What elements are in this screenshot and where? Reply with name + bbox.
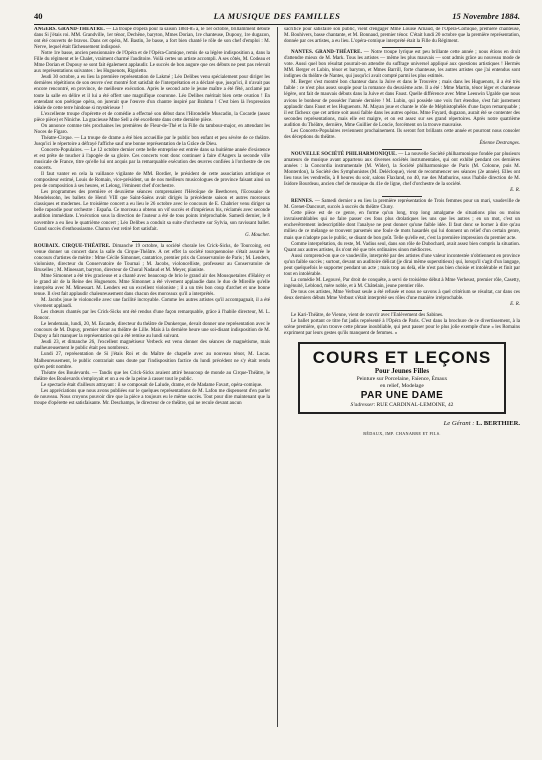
roubaix-paragraph: M. Jacobs joue le violoncelle avec une facilité incroyable. Comme les autres artistes qu'il accompagnait, il a été vivement applaudi.	[34, 298, 270, 310]
article-nantes	[284, 50, 520, 147]
rennes-paragraph: — Samedi dernier a eu lieu la première représentation de Trois femmes pour un mari, vaudeville de M. Grenet-Dancourt, succès à succès du théâtre Cluny.	[284, 199, 520, 211]
gerant-line	[284, 420, 520, 428]
nantes-paragraph: Les Concerts-Populaires reviennent prochainement. Ils seront fort brillants cette année et pourront nous consoler des déceptions du théâtre.	[284, 128, 520, 140]
roubaix-continuation: sacrifice pour satisfaire son public, vient d'engager Mme Louise Arnaud, de l'Opéra-Comique, première chanteuse, M. Bouhivers, basse chantante, et M. Bonnaud, premier ténor. C'était lundi 20 octobre que la première représentation, donnée par ces artistes, a eu lieu. L'opéra-comique interprété était la Fille du Régiment.	[284, 27, 520, 45]
issue-date: 15 Novembre 1884.	[452, 11, 520, 21]
angers-paragraph: Théatre-Cirque. — La troupe de drame a été bien accueillie par le public bon enfant et peu sévère de ce théâtre. Jusqu'ici le répertoire a défrayé l'affiche sauf une bonne représentation de la Grâce de Dieu.	[34, 135, 270, 147]
rennes-paragraph: Cette pièce est de ce genre, en forme qu'un long, trop long amalgame de situations plus ou moins invraisemblables qui ne faire passer ces fous plus drolatiques les uns que les autres ; en un mot, c'est un enchevêtrement indescriptible dont l'analyse ne peut donner qu'une faible idée. Il faut donc se borner à dire qu'au milieu de ce mélange se trouvent parsemés une foule de mots hasardés qui lui donnent un relief d'un certain genre, mais que n'adopte pas le public, se disant de bon goût. Telle qu'elle est, c'est la première impression du premier acte.	[284, 211, 520, 241]
ad-title: COURS ET LEÇONS	[312, 348, 492, 368]
roubaix-first-paragraph	[34, 244, 270, 274]
nouvelle-section: SOCIÉTÉ PHILHARMONIQUE.	[321, 151, 397, 157]
roubaix-paragraph: Théatre des Boulevards. — Tandis que les Crick-Sicks avaient attiré beaucoup de monde au Cirque-Théâtre, le théâtre des Boulevards s'employait et on a eu de la peine à casser tout le public.	[34, 370, 270, 382]
nouvelle-signature: E. R.	[510, 188, 520, 194]
ad-line-1: Peinture sur Porcelaine, Faïence, Émaux	[356, 376, 448, 383]
gerant-label: Le Gérant :	[443, 420, 475, 428]
left-column	[34, 27, 270, 727]
roubaix-paragraph: Le lendemain, lundi, 20, M. Escande, directeur du théâtre de Dunkerque, devait donner une représentation avec le concours de M. Dupuy, premier ténor au théâtre de Lille. Mais à la dernière heure une soi-disant indisposition de M. Dupuy a fait manquer la représentation qui a été remise au lundi suivant.	[34, 322, 270, 340]
angers-section: GRAND-THÉATRE.	[58, 27, 105, 32]
angers-paragraph: Jeudi 30 octobre, a eu lieu la première représentation de Lakmé ; Léo Delibes venu spécialement pour diriger les dernières répétitions de son œuvre s'est montré fort satisfait de l'interprétation et a déclaré que, jusqu'ici, il n'avait pas encore rencontré, en province, de meilleure exécution. Après le second acte le jeune maître a été fêté, acclamé par toute la salle en délire et il lui a été offert une magnifique couronne. Léo Delibes méritait bien cette ovation ! En entendant son poétique opéra, on jurerait que l'œuvre d'un chantre inspiré par Brahma ! C'est bien là l'expression idéale de cette terre hindoue si mystérieuse !	[34, 75, 270, 111]
roubaix-paragraph: Le spectacle était d'ailleurs attrayant : il se composait de Lalude, drame, et de Madame Favart, opéra-comique.	[41, 382, 263, 388]
roubaix-paragraph: Les appréciations que nous avons publiées sur le quelques représentations de M. Lafon me dispensent d'en parler de nouveau. Nous croyons pouvoir dire que la pièce a toujours eu le même succès. Tout pour dire maintenant que la troupe d'opérette est satisfaisante. Mr. Deschamps, le directeur de ce théâtre, qui ne recule devant aucun	[34, 388, 270, 406]
rennes-first-paragraph	[284, 199, 520, 211]
ad-line-2: en relief, Modelage	[380, 383, 424, 390]
header-rule	[34, 24, 520, 25]
kari-theatre-note: Le Kari-Théâtre, de Vienne, vient de rouvrir avec l'Enlèvement des Sabines.	[291, 313, 444, 319]
roubaix-paragraph: Les chœurs chantés par les Crick-Sicks ont été rendus d'une façon remarquable, grâce à l'habile directeur, M. L. Roncor.	[34, 310, 270, 322]
rennes-paragraph: Comme interprétation, du reste, M. Vadius seul, dans son rôle de Dubochard, avait assez bien compris la situation. Quant aux autres artistes, ils n'ont été que très ordinaires sinon médiocres.	[284, 241, 520, 253]
roubaix-paragraph: Dimanche 19 octobre, la société chorale les Crick-Sicks, de Tourcoing, est venue donner un concert dans la salle du Cirque-Théâtre. A cet effet la société tourquennoise s'était assurée le concours d'artistes de mérite : Mme Cécile Simonnet, cantatrice, premier prix du Conservatoire de Paris ; M. Lenders, violoniste, directeur du Conservatoire de Tournai ; M. Jacobs, violoncelliste, professeur au Conservatoire de Bruxelles ; M. Minessart, baryton, directeur de Choral Nadaud et M. Meyer, pianiste.	[34, 243, 270, 273]
nantes-paragraph: M. Berger s'est montré bon chanteur dans la Juive et dans le Trouvère ; mais dans les Huguenots, il a été très faible : ce n'est plus assez souple pour la romance du deuxième acte. Il a été : Mme Martin, ténor léger et chanteuse légère, ont fait de mauvais débuts dans la Juive et dans Faust. Quelle différence avec Mme Leeuwin Ugalde que nous avions le bonheur de posséder l'année dernière ! M. Lubin, qui possède une voix fort étendue, s'est fait justement applaudir dans Faust et les Huguenots. M. Mayan joue et chante le rôle de Méphistophélès d'une façon remarquable ; il est fâcheux que cet artiste soit aussi faible dans les autres opéras. Mme Fuyard, dugazon, aurait été se contenter des secondes représentations, mais elle est maigre, et on est assez sur ses grand répertoires. Après notre quatrième audition du Théâtre, dernière, Mme Guillier de Loncie, forcément on la trouve mauvaise.	[284, 80, 520, 128]
nantes-paragraph: — Notre troupe lyrique est peu brillante cette année ; nous étions en droit d'attendre mieux de M. Mark. Tous les artistes — même les plus mauvais — sont admis grâce au nouveau mode de vote. Aussi quel bon résultat pourrait-on attendre du suffrage universel appliqué aux questions artistiques ! Hermès MM. Berger et Lubin, ténor et baryton, et Mmes Barrill, forte chanteuse, les autres artistes que j'ai entendus sont indignes du théâtre de Nantes, qui jusqu'ici avait compté parmi les plus estimés.	[284, 50, 520, 80]
ad-address	[304, 402, 500, 409]
advertisement-box	[298, 342, 506, 414]
angers-first-paragraph	[34, 27, 270, 51]
angers-paragraph: Les programmes des première et deuxième séances comprenaient l'Héroïque de Beethoven, l'Ecossaise de Mendelssohn, les ballets de Henri VIII que Saint-Saëns avait dirigés la précédente saison et autres morceaux classiques et modernes. Le troisième concert a eu lieu le 26 octobre avec le concours de E. Chabrier venu diriger sa belle rapsodie pour orchestre : España. Ce morceau a obtenu un vif succès et d'impérieux bis, réclamés avec seconde audition immédiate. L'exécution sous la direction de l'auteur a été de tous points irréprochable. Samedi dernier, le 8 novembre a eu lieu le quatrième concert ; Léo Delibes a conduit sa suite d'orchestre sur Sylvia, son ravissant ballet. Grand succès d'enthousiasme. Charun s'est retiré fort satisfait.	[34, 190, 270, 232]
nantes-city: NANTES.	[291, 50, 314, 56]
page-number: 40	[34, 11, 43, 21]
rennes-city: RENNES.	[291, 199, 314, 205]
rennes-paragraph: La comédie M. Legouvé, Par droit de conquête, a servi de troisième début à Mme Verbeust, premier rôle, Casetty, ingénuité, Leblond, mère noble, et à M. Châtelain, jeune premier rôle.	[284, 277, 520, 289]
nouvelle-body: — La nouvelle Société philharmonique fondée par plusieurs amateurs de musique avant appartenu aux diverses sociétés instrumentales, qui ont exhibé pendant ces dernières années : la Concordia instrumentale (M. Wider), la Société philharmonique de Paris (M. Colonne, puis M. Monterdon), la Société des Symphonistes (M. Delécloque), vient de recommencer ses séances (2e année). Elles ont lieu tous les vendredis, à 8 heures du soir, salons Flaxland, no 40, rue des Mathurins, sous l'habile direction de M. Isidore Bourdeau, ancien chef de musique du 41e de ligne, chef d'orchestre de la société.	[284, 151, 520, 188]
page-header	[34, 10, 520, 22]
nantes-signature: Étienne Destranges.	[479, 140, 520, 146]
angers-paragraph: L'excellente troupe d'opérette et de comédie a effectué son début dans l'Hirondelle Muscadin, la Cocarde (assez pièce pièce) et Niniche. La gracieuse Mme Sell a été excellente dans cette dernière pièce.	[34, 111, 270, 123]
column-separator	[277, 27, 278, 727]
printer-imprint: BÉDAUX, IMP. CHANABRE ET FILS.	[363, 431, 441, 437]
article-divider	[132, 241, 172, 242]
ad-address-label: S'adresser	[350, 402, 374, 409]
angers-city: ANGERS.	[34, 27, 57, 32]
ad-address-text: : RUE CARDINAL-LEMOINE, 42	[373, 402, 454, 409]
ad-by-line: PAR UNE DAME	[360, 390, 444, 402]
article-societe-philharmonique	[284, 152, 520, 194]
roubaix-paragraph: Lundi 27, représentation de Si j'étais Roi et du Maître de chapelle avec au nouveau ténor, M. Lucas. Malheureusement, le public contrariait sans doute par l'indisposition factice du lundi précédent ne s'y était rendu qu'en petit nombre.	[34, 352, 270, 370]
article-divider	[382, 310, 422, 311]
roubaix-paragraph: Jeudi 23, et dimanche 26, l'excellent magnétiseur Verbeck est venu donner des séances de magnétisme, mais malheureusement le public était peu nombreux.	[34, 340, 270, 352]
ballet-note: Le ballet portant ce titre fut jadis représenté à l'Opéra de Paris. C'est dans la brochure de ce divertissement, à la scène première, qu'on trouve cette phrase inoubliable, qui peut passer pour le plus jolie exemple d'une « les Romains expriment par leurs gestes qu'ils manquent de femmes. »	[284, 319, 520, 337]
angers-paragraph: Notre 1re basse, ancien pensionnaire de l'Opéra et de l'Opéra-Comique, remis de sa légère indisposition a, dans la Fille du régiment et le Chalet, vraiment charmé l'auditoire. Voilà certes un artiste accompli. A ses côtés, M. Codeau et Mme Dorian et Dupouy se sont fait également applaudir. Le succès de bon augure que ces débuts ne peut pas relevait aux représentations suivantes : les Huguenots, Rigoletto.	[34, 51, 270, 75]
angers-signature: G. Mouchet.	[245, 232, 270, 238]
article-divider	[382, 149, 422, 150]
article-divider	[382, 196, 422, 197]
rennes-paragraph: Aussi comprend-on que ce vaudeville, interprété par des artistes d'une valeur incontestée n'obtiennent en province qu'un faible succès ; surtout, devant un auditoire délicat (je dirai même superstitieux) qui, lorsqu'il s'agit d'un langage, peut quelquefois le supporter pendant un acte ; mais trop au delà, elle n'est pas bien choisie et intolérable et finit par tout en intolérable.	[284, 253, 520, 277]
article-angers	[34, 27, 270, 239]
article-rennes	[284, 199, 520, 308]
angers-paragraph: On annonce comme très prochaines les premières de Fleur-de-Thé et la Fille du tambour-major, en attendant les Noces de Figaro.	[34, 123, 270, 135]
ad-subtitle: Pour Jeunes Filles	[374, 367, 430, 376]
roubaix-city: ROUBAIX.	[34, 243, 60, 249]
nantes-section: GRAND-THÉATRE.	[315, 50, 362, 56]
nouvelle-paragraph	[284, 152, 520, 188]
rennes-paragraph: De tous ces artistes, Mme Verbust seule a été refusée et nous ne savons à quel critérium se résultat, car dans ces deux derniers débuts Mme Verbust s'était interprété ses rôles d'une manière irréprochable.	[284, 289, 520, 301]
angers-paragraph: Il faut vanter en cela la vaillance vigilante de MM. Bordier, le président de cette association artistique et compositeur estimé, Louis de Romain, vice-président, un de nos meilleurs musicologues de province faisant ainsi un peu de composition à ses heures, et Lelong, l'éminent chef d'orchestre.	[34, 172, 270, 190]
nouvelle-lead: NOUVELLE	[291, 151, 320, 157]
article-roubaix	[34, 244, 270, 407]
angers-paragraph: — La troupe d'opéra pour la saison 1884-85 a, le 1er octobre, brillamment débuté dans Si j'étais roi. MM. Grandville, 1er ténor, Dechêne, baryton, Mmes Dorian, 1re chanteuse, Dupouy, 1re dugazon, ont été couverts de bravos. Dans cet opéra, M. Bastin, 3e basse, a fort bien chanté le rôle de son chef d'emploi : M. Nerve, lequel était fâcheusement indisposé.	[34, 27, 270, 51]
publication-title: LA MUSIQUE DES FAMILLES	[213, 11, 341, 21]
rennes-signature: E. R.	[510, 302, 520, 308]
angers-paragraph: Concerts-Populaires. — Le 12 octobre dernier cette belle entreprise est entrée dans sa huitième année d'existence et est prête de toucher à l'apogée de sa gloire. Ces concerts vont donc continuer à faire d'Angers la seconde ville musicale de France, titre qu'elle lui ont acquis par la remarquable exécution des œuvres confiées à l'orchestre de ces concerts.	[34, 147, 270, 172]
nantes-first-paragraph	[284, 50, 520, 80]
article-divider	[382, 47, 422, 48]
roubaix-paragraph: Mme Simonnet a été très gracieuse et a chanté avec beaucoup de brio le grand air des Mousquetaires d'Haléry et le grand air de la Reine des Huguenots. Mme Simonnet a été vivement applaudie dans le duo de Mireille qu'elle interpréta avec M. Minessart. M. Lenders est un excellent violoniste ; il a un très bon coup d'archet et une bonne tenue. Il s'est fait applaudir chaleureusement dans chacun des morceaux qu'il a interprétés.	[34, 273, 270, 298]
right-column	[284, 27, 520, 727]
gerant-name: L. BERTHIER.	[476, 420, 520, 428]
roubaix-section: CIRQUE-THÉATRE.	[61, 243, 111, 249]
